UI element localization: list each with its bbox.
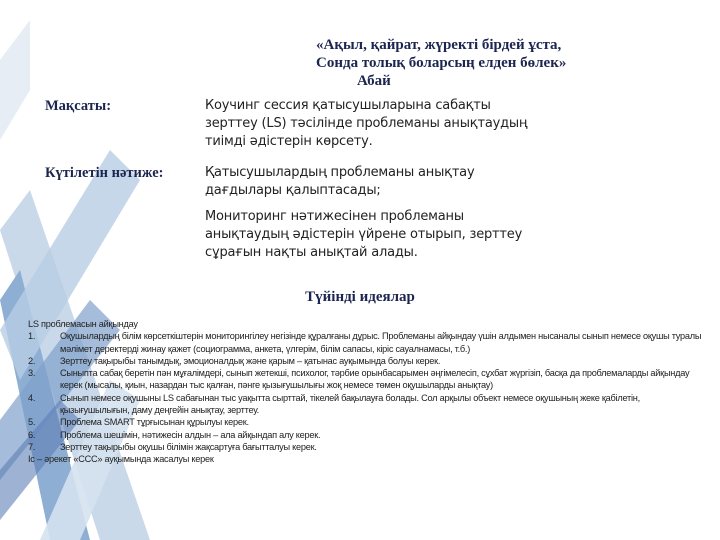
item-text: Проблема шешімін, нәтижесін алдын – ала айқындап алу керек. [60, 429, 321, 440]
list-item [28, 330, 704, 355]
item-text: Зерттеу тақырыбы танымдық, эмоционалдық және қарым – қатынас ауқымында болуы керек. [60, 355, 441, 366]
key-ideas-title: Түйінді идеялар [305, 289, 415, 305]
list-item [28, 367, 704, 392]
item-number: 4. [28, 392, 36, 403]
list-item [28, 441, 704, 453]
key-ideas-intro: LS проблемасын айқындау [28, 319, 138, 329]
item-number: 7. [28, 441, 36, 452]
epigraph [316, 36, 566, 72]
expected-item: Қатысушылардың проблеманы анықтау дағдылары қалыптасады; [205, 165, 475, 198]
epigraph-line: «Ақыл, қайрат, жүректі бірдей ұста, [316, 37, 562, 53]
item-number: 5. [28, 417, 36, 428]
epigraph-line: Сонда толық боларсың елден бөлек» [316, 55, 567, 71]
item-text: Проблема SMART тұрғысынан құрылуы керек. [60, 417, 249, 428]
epigraph-author: Абай [357, 73, 391, 89]
item-text: Сыныпта сабақ беретін пән мұғалімдері, сынып жетекші, психолог, тәрбие орынбасарымен әңгімелесіп, сұхбат жүргізіп, басқа да проблемаларды айқындау керек (мысалы, қиын, назардан тыс қалған, пәнге қызығушылығы жоқ немесе төмен оқушыларды анықтау) [60, 368, 690, 391]
item-text: Сынып немесе оқушыны LS сабағынан тыс уақытта сырттай, тікелей бақылауға болады. Сол арқылы объект немесе оқушының жеке қабілетін, қызығушылығын, даму деңгейін анықтау, зерттеу. [60, 392, 640, 416]
expected-item: Мониторинг нәтижесінен проблеманы анықтаудың әдістерін үйрене отырып, зерттеу сұрағын нақты анықтай алады. [205, 209, 523, 260]
key-ideas-list [28, 330, 704, 453]
list-item [28, 429, 704, 441]
item-number: 6. [28, 429, 36, 440]
goal-label: Мақсаты: [45, 98, 112, 114]
item-number: 3. [28, 368, 36, 379]
goal-text: Коучинг сессия қатысушыларына сабақты зерттеу (LS) тәсілінде проблеманы анықтаудың тиімді әдістерін көрсету. [205, 98, 528, 149]
item-number: 1. [28, 331, 36, 342]
list-item [28, 355, 704, 367]
item-text: Оқушылардың білім көрсеткіштерін мониторингілеу негізінде құралғаны дұрыс. Проблеманы айқындау үшін алдымен нысаналы сынып немесе оқушы туралы мәлімет деректерді жинау қажет (социограмма, анкета, үлгерім, білім сапасы, кіріс сауалнамасы, т.б.) [60, 331, 702, 354]
item-number: 2. [28, 355, 36, 366]
key-ideas [28, 318, 704, 466]
list-item [28, 416, 704, 428]
expected-label: Күтілетін нәтиже: [45, 165, 164, 181]
list-item [28, 392, 704, 417]
item-text: Зерттеу тақырыбы оқушы білімін жақсартуға бағытталуы керек. [60, 441, 317, 452]
key-ideas-footer: Іс – әрекет «ССС» ауқымында жасалуы керек [28, 454, 214, 465]
